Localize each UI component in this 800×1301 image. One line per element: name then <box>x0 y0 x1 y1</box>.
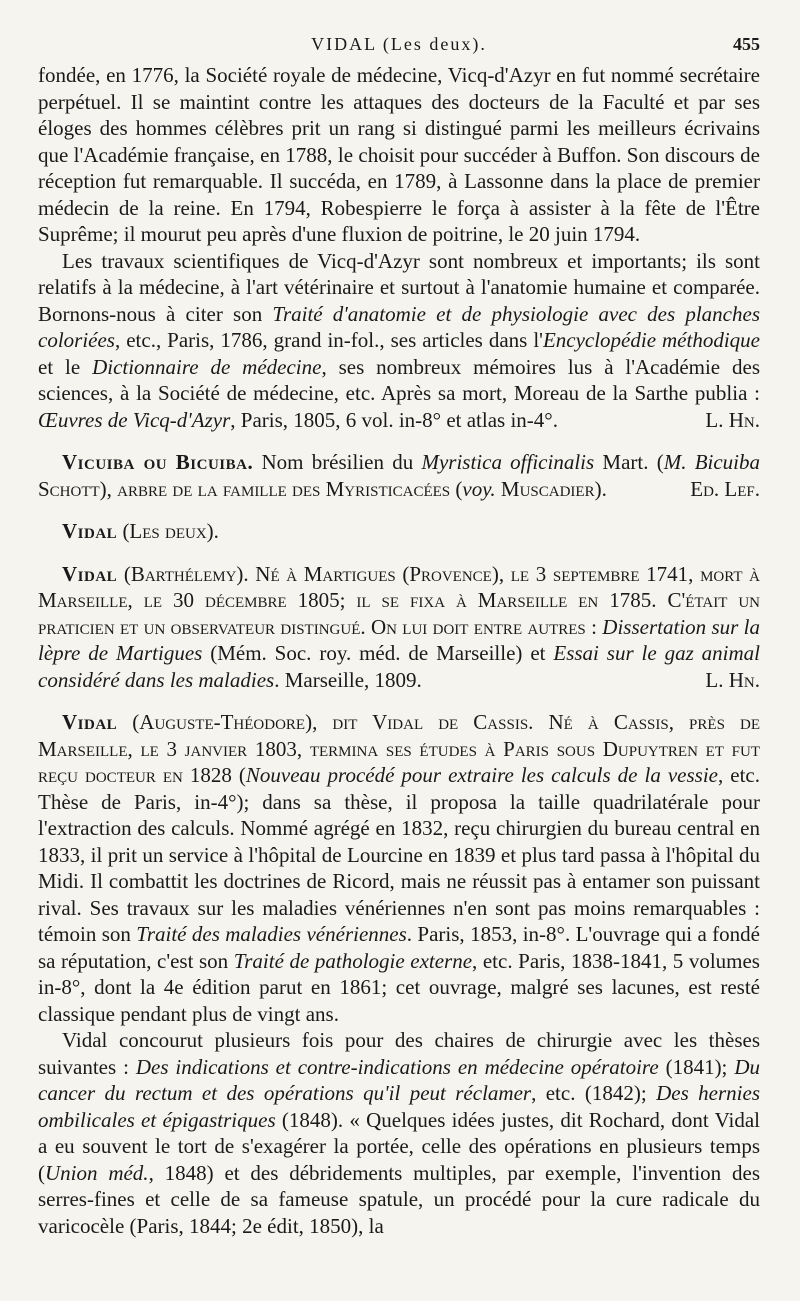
entry-vicuiba: Vicuiba ou Bicuiba. Nom brésilien du Myristica officinalis Mart. (M. Bicuiba Schott), arbre de la famille des Myristicacées (voy. Muscadier). Ed. Lef. <box>38 450 761 501</box>
headword: Vidal <box>62 561 118 586</box>
body-text <box>38 62 760 1239</box>
running-head <box>38 0 760 62</box>
signature: Ed. Lef. <box>690 476 760 501</box>
entry-vidal-barthelemy: Vidal (Barthélemy). Né à Martigues (Provence), le 3 septembre 1741, mort à Marseille, le 30 décembre 1805; il se fixa à Marseille en 1785. C'était un praticien et un observateur distingué. On lui doit entre autres : Dissertation sur la lèpre de Martigues (Mém. Soc. roy. méd. de Marseille) et Essai sur le gaz animal considéré dans les maladies. Marseille, 1809. L. Hn. <box>38 561 760 692</box>
signature: L. Hn. <box>705 407 760 432</box>
signature: L. Hn. <box>705 667 760 692</box>
headword: Vicuiba ou Bicuiba. <box>62 450 254 474</box>
vicq-paragraph-2: Les travaux scientifiques de Vicq-d'Azyr sont nombreux et importants; ils sont relatifs à la médecine, à l'art vétérinaire et surtout à l'anatomie humaine et comparée. Bornons-nous à citer son Traité d'anatomie et de physiologie avec des planches coloriées, etc., Paris, 1786, grand in-fol., ses articles dans l'Encyclopédie méthodique et le Dictionnaire de médecine, ses nombreux mémoires lus à l'Académie des sciences, à la Société de médecine, etc. Après sa mort, Moreau de la Sarthe publia : Œuvres de Vicq-d'Azyr, Paris, 1805, 6 vol. in-8° et atlas in-4°. L. Hn. <box>38 248 761 432</box>
running-title: VIDAL (Les deux). <box>311 34 487 54</box>
headword: Vidal <box>62 710 118 734</box>
entry-vidal-les-deux: Vidal (Les deux). <box>62 519 219 543</box>
vidal-auguste-paragraph-2: Vidal concourut plusieurs fois pour des chaires de chirurgie avec les thèses suivantes : Des indications et contre-indications en médecine opératoire (1841); Du cancer du rectum et des opérations qu'il peut réclamer, etc. (1842); Des hernies ombilicales et épigastriques (1848). « Quelques idées justes, dit Rochard, dont Vidal a eu souvent le tort de s'exagérer la portée, celle des opérations en plusieurs temps (Union méd., 1848) et des débridements multiples, par exemple, l'invention des serres-fines et celle de sa fameuse spatule, un procédé pour la cure radicale du varicocèle (Paris, 1844; 2e édit, 1850), la <box>38 1028 761 1238</box>
headword: Vidal <box>62 519 118 543</box>
entry-vidal-auguste: Vidal (Auguste-Théodore), dit Vidal de Cassis. Né à Cassis, près de Marseille, le 3 janvier 1803, termina ses études à Paris sous Dupuytren et fut reçu docteur en 1828 (Nouveau procédé pour extraire les calculs de la vessie, etc. Thèse de Paris, in-4°); dans sa thèse, il proposa la taille quadrilatérale pour l'extraction des calculs. Nommé agrégé en 1832, reçu chirurgien du bureau central en 1833, il prit un service à l'hôpital de Lourcine en 1839 et plus tard passa à l'hôpital du Midi. Il combattit les doctrines de Ricord, mais ne réussit pas à entamer son puissant rival. Ses travaux sur les maladies vénériennes n'en sont pas moins remarquables : témoin son Traité des maladies vénériennes. Paris, 1853, in-8°. L'ouvrage qui a fondé sa réputation, c'est son Traité de pathologie externe, etc. Paris, 1838-1841, 5 volumes in-8°, dont la 4e édition parut en 1861; cet ouvrage, malgré ses lacunes, est resté classique pendant plus de vingt ans. <box>38 710 760 1026</box>
page-number: 455 <box>733 34 760 54</box>
vicq-paragraph-1: fondée, en 1776, la Société royale de médecine, Vicq-d'Azyr en fut nommé secrétaire perpétuel. Il se maintint contre les attaques des docteurs de la Faculté et par ses éloges des hommes célèbres prit un rang si distingué parmi les meilleurs écrivains que l'Académie française, en 1788, le choisit pour succéder à Buffon. Son discours de réception fut remarquable. Il succéda, en 1789, à Lassonne dans la place de premier médecin de la reine. En 1794, Robespierre le força à assister à la fête de l'Être Suprême; il mourut peu après d'une fluxion de poitrine, le 20 juin 1794. <box>38 63 760 246</box>
